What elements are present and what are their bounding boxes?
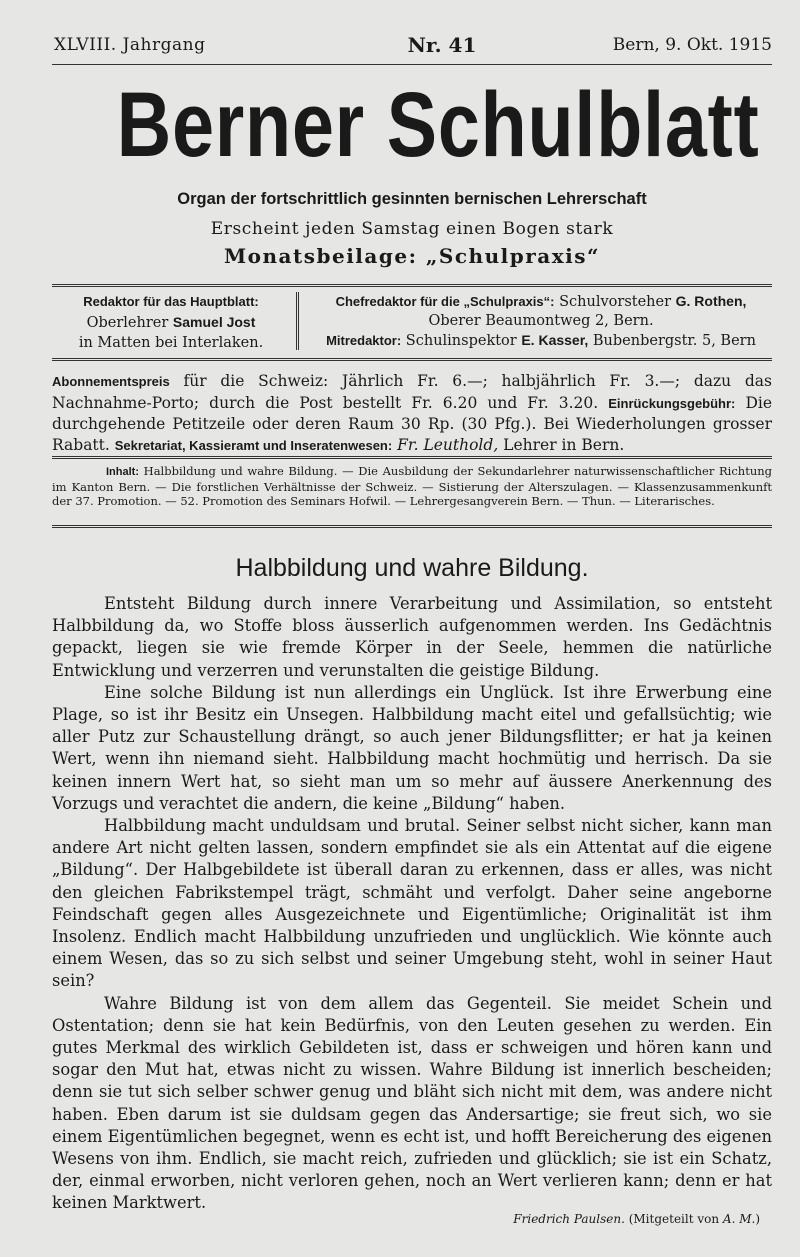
article-paragraph-4: Wahre Bildung ist von dem allem das Gegenteil. Sie meidet Schein und Ostentation; denn sie hat kein Bedürfnis, von den Leuten gesehen zu werden. Ein gutes Merkmal des wirklich Gebildeten ist, dass er schweigen und hören kann und sogar den Mut hat, etwas nicht zu wissen. Wahre Bildung ist innerlich bescheiden; denn sie tut sich selber schwer genug und bläht sich nicht mit dem, was andere nicht haben. Eben darum ist sie duldsam gegen das Andersartige; sie freut sich, wo sie einem Eigentümlichen begegnet, wenn es echt ist, und hofft Bereicherung des eigenen Wesens von ihm. Endlich, sie macht reich, zufrieden und glücklich; sie ist ein Schatz, der, einmal erworben, nicht verloren gehen, noch an Wert verlieren kann; denn er hat keinen Marktwert. xyxy=(52,993,772,1213)
main-editor-address: in Matten bei Interlaken. xyxy=(78,335,264,351)
contents-label: Inhalt: xyxy=(106,466,139,478)
co-editor-label: Mitredaktor: xyxy=(326,333,402,348)
article-author: Friedrich Paulsen. xyxy=(513,1212,625,1226)
masthead-rule xyxy=(52,64,772,65)
main-editor-title: Oberlehrer xyxy=(86,315,173,331)
ad-fee-text: Die durchgehende Petitzeile oder deren Raum 30 Rp. (30 Pfg.). Bei Wiederholungen grosser Rabatt. xyxy=(52,393,773,454)
article-signature xyxy=(513,1212,760,1226)
office-label: Sekretariat, Kassieramt und Inseratenwesen: xyxy=(114,437,393,453)
supplement-editors xyxy=(310,292,772,351)
article-credit-pre: (Mitgeteilt von xyxy=(624,1212,723,1226)
article-body xyxy=(52,593,772,1215)
divider-contents-bottom xyxy=(52,525,772,528)
main-editor-name: Samuel Jost xyxy=(172,314,256,330)
chief-editor-address: Oberer Beaumontweg 2, Bern. xyxy=(428,313,654,329)
article-paragraph-3: Halbbildung macht unduldsam und brutal. Seiner selbst nicht sicher, kann man andere Art nicht gelten lassen, sondern empfindet sie als ein Attentat auf die eigene „Bildung“. Der Halbgebildete ist überall daran zu erkennen, dass er alles, was nicht den gleichen Fabrikstempel trägt, schmäht und verfolgt. Daher seine angeborne Feindschaft gegen alles Ausgezeichnete und Eigentümliche; Originalität ist ihm Insolenz. Endlich macht Halbbildung unzufrieden und unglücklich. Wie könnte auch einem Wesen, das so zu sich selbst und seiner Umgebung steht, wohl in seiner Haut sein? xyxy=(52,816,772,991)
chief-editor-title: Schulvorsteher xyxy=(554,294,676,310)
article-credit-name: A. M. xyxy=(722,1212,756,1226)
masthead xyxy=(52,33,772,59)
co-editor-address: Bubenbergstr. 5, Bern xyxy=(588,333,756,349)
main-editor xyxy=(52,292,290,353)
subtitle-supplement: Monatsbeilage: „Schulpraxis“ xyxy=(224,244,600,268)
divider-editors-top xyxy=(52,284,772,287)
volume-label: XLVIII. Jahrgang xyxy=(54,35,206,55)
main-editor-label: Redaktor für das Hauptblatt: xyxy=(83,294,259,309)
office-person-role: Lehrer in Bern. xyxy=(498,435,625,454)
article-credit-post: ) xyxy=(755,1212,760,1226)
article-paragraph-2: Eine solche Bildung ist nun allerdings ein Unglück. Ist ihre Erwerbung eine Plage, so ist ihr Besitz ein Unsegen. Halbbildung macht eitel und gefallsüchtig; wie aller Putz zur Schaustellung drängt, so auch jener Bildungsflitter; er hat ja keinen Wert, wenn ihn niemand sieht. Halbbildung macht hochmütig und herrisch. Da sie keinen innern Wert hat, so sieht man um so mehr auf äussere Anerkennung des Vorzugs und verachtet die andern, die keine „Bildung“ haben. xyxy=(52,682,772,813)
issue-number: Nr. 41 xyxy=(407,33,477,57)
subtitle-schedule: Erscheint jeden Samstag einen Bogen stark xyxy=(210,219,614,239)
table-of-contents xyxy=(52,464,772,509)
co-editor-title: Schulinspektor xyxy=(401,333,522,349)
office-person: Fr. Leuthold, xyxy=(392,435,499,454)
article-paragraph-1: Entsteht Bildung durch innere Verarbeitung und Assimilation, so entsteht Halbbildung da, wo Stoffe bloss äusserlich aufgenommen werden. Ins Gedächtnis gepackt, liegen sie wie fremde Körper in der Seele, hemmen die natürliche Entwicklung und verzerren und verunstalten die geistige Bildung. xyxy=(52,594,772,680)
subscription-text: für die Schweiz: Jährlich Fr. 6.—; halbjährlich Fr. 3.—; dazu das Nachnahme-Porto; durch die Post bestellt Fr. 6.20 und Fr. 3.20. xyxy=(52,372,772,412)
subscription-label: Abonnementspreis xyxy=(52,374,170,389)
subscription-block xyxy=(52,371,772,456)
editors-separator xyxy=(296,292,299,350)
article-heading: Halbbildung und wahre Bildung. xyxy=(235,554,589,582)
editors-block xyxy=(52,292,772,354)
newspaper-title: Berner Schulblatt xyxy=(116,74,760,176)
contents-text: Halbbildung und wahre Bildung. — Die Ausbildung der Sekundarlehrer naturwissenschaftlicher Richtung im Kanton Bern. — Die forstlichen Verhältnisse der Schweiz. — Sistierung der Alterszulagen. — Klassenzusammenkunft der 37. Promotion. — 52. Promotion des Seminars Hofwil. — Lehrergesangverein Bern. — Thun. — Literarisches. xyxy=(52,464,772,508)
divider-contents-top xyxy=(52,456,772,459)
chief-editor-name: G. Rothen, xyxy=(675,293,747,309)
ad-fee-label: Einrückungsgebühr: xyxy=(608,395,736,411)
subtitle-organ: Organ der fortschrittlich gesinnten bernischen Lehrerschaft xyxy=(177,190,647,208)
chief-editor-label: Chefredaktor für die „Schulpraxis“: xyxy=(335,294,555,309)
issue-date: Bern, 9. Okt. 1915 xyxy=(612,35,772,55)
divider-editors-bottom xyxy=(52,358,772,361)
co-editor-name: E. Kasser, xyxy=(521,332,589,348)
